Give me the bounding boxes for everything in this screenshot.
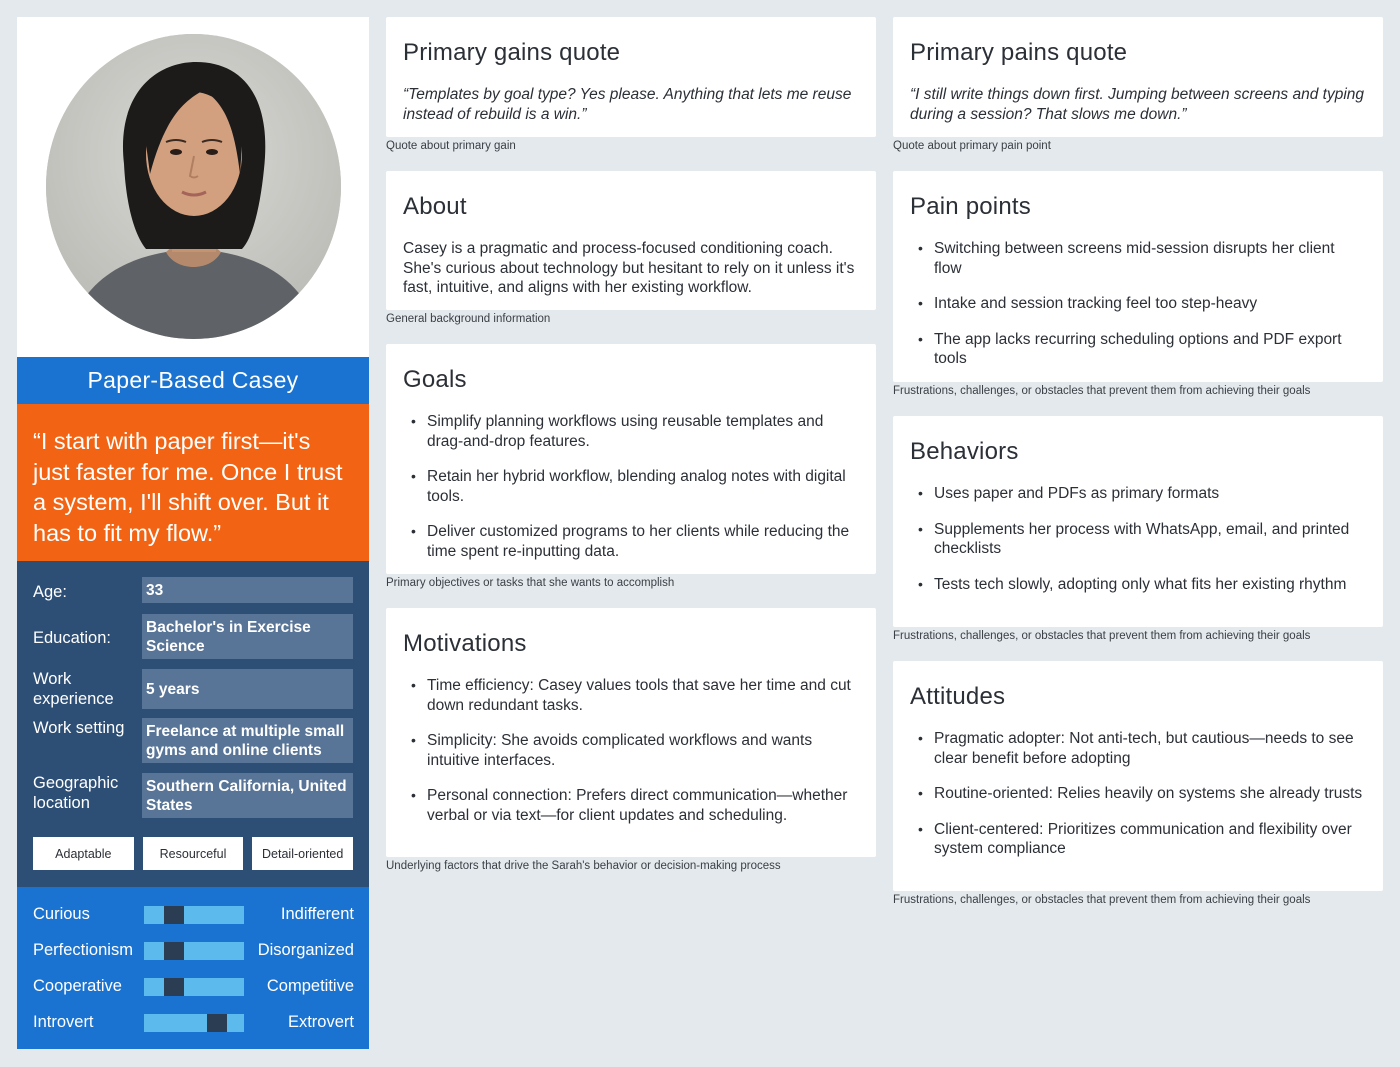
list-item: • Retain her hybrid workflow, blending analog notes with digital tools. <box>403 467 859 506</box>
trait-left-label: Cooperative <box>33 977 122 995</box>
card-title: Attitudes <box>910 683 1006 710</box>
detail-row-work-setting <box>33 718 353 763</box>
card-behaviors <box>893 416 1383 627</box>
card-pain-points <box>893 171 1383 382</box>
trait-slider <box>144 906 244 924</box>
persona-name: Paper-Based Casey <box>17 357 369 404</box>
detail-label: Education: <box>33 629 111 647</box>
caption-pains-quote: Quote about primary pain point <box>893 140 1051 152</box>
card-title: Pain points <box>910 193 1031 220</box>
caption-goals: Primary objectives or tasks that she wants to accomplish <box>386 577 675 589</box>
card-title: Primary gains quote <box>403 39 621 66</box>
list-item: • Time efficiency: Casey values tools that save her time and cut down redundant tasks. <box>403 676 859 715</box>
persona-details <box>17 561 369 887</box>
trait-right-label: Disorganized <box>257 941 354 959</box>
list-item: • Pragmatic adopter: Not anti-tech, but cautious—needs to see clear benefit before adopting <box>910 729 1366 768</box>
list-item: • Simplicity: She avoids complicated workflows and wants intuitive interfaces. <box>403 731 859 770</box>
caption-gains-quote: Quote about primary gain <box>386 140 516 152</box>
caption-motivations: Underlying factors that drive the Sarah's behavior or decision-making process <box>386 860 781 872</box>
detail-value: Southern California, United States <box>142 773 353 818</box>
list-item: • The app lacks recurring scheduling options and PDF export tools <box>910 330 1366 369</box>
list-item: • Uses paper and PDFs as primary formats <box>910 484 1366 504</box>
motivations-list <box>403 676 859 825</box>
tag-adaptable: Adaptable <box>33 837 134 870</box>
detail-value: Freelance at multiple small gyms and online clients <box>142 718 353 763</box>
trait-right-label: Extrovert <box>287 1013 354 1031</box>
behaviors-list <box>910 484 1366 594</box>
about-text: Casey is a pragmatic and process-focused conditioning coach. She's curious about technology but hesitant to rely on it unless it's fast, intuitive, and aligns with her existing workflow. <box>403 240 855 296</box>
pains-quote-text: “I still write things down first. Jumping between screens and typing during a session? That slows me down.” <box>910 86 1365 123</box>
caption-about: General background information <box>386 313 551 325</box>
detail-label: Work setting <box>33 719 125 737</box>
pain-points-list <box>910 239 1366 369</box>
detail-row-education <box>33 614 353 659</box>
trait-row-introvert <box>33 1013 354 1033</box>
caption-behaviors: Frustrations, challenges, or obstacles that prevent them from achieving their goals <box>893 630 1311 642</box>
card-goals <box>386 344 876 574</box>
card-title: Motivations <box>403 630 527 657</box>
trait-slider <box>144 1014 244 1032</box>
trait-right-label: Competitive <box>266 977 354 995</box>
trait-slider <box>144 942 244 960</box>
persona-traits <box>17 887 369 1049</box>
list-item: • Simplify planning workflows using reusable templates and drag-and-drop features. <box>403 412 859 451</box>
persona-quote: “I start with paper first—it's just faster for me. Once I trust a system, I'll shift over. But it has to fit my flow.” <box>17 404 369 561</box>
photo-area <box>17 17 369 357</box>
persona-portrait-image <box>46 34 341 339</box>
detail-value: Bachelor's in Exercise Science <box>142 614 353 659</box>
persona-profile <box>17 17 369 1049</box>
trait-left-label: Curious <box>33 905 90 923</box>
trait-left-label: Perfectionism <box>33 941 133 959</box>
trait-row-perfectionism <box>33 941 354 961</box>
trait-row-curious <box>33 905 354 925</box>
attitudes-list <box>910 729 1366 859</box>
list-item: • Personal connection: Prefers direct communication—whether verbal or via text—for client updates and scheduling. <box>403 786 859 825</box>
gains-quote-text: “Templates by goal type? Yes please. Anything that lets me reuse instead of rebuild is a win.” <box>403 86 852 123</box>
trait-left-label: Introvert <box>33 1013 94 1031</box>
detail-value: 33 <box>142 577 353 603</box>
trait-marker <box>164 942 184 960</box>
tag-resourceful: Resourceful <box>143 837 244 870</box>
detail-label: Work experience <box>33 670 114 708</box>
list-item: • Deliver customized programs to her clients while reducing the time spent re-inputting data. <box>403 522 859 561</box>
caption-attitudes: Frustrations, challenges, or obstacles that prevent them from achieving their goals <box>893 894 1311 906</box>
trait-row-cooperative <box>33 977 354 997</box>
card-about <box>386 171 876 310</box>
detail-label: Age: <box>33 583 67 601</box>
card-title: Behaviors <box>910 438 1019 465</box>
card-title: About <box>403 193 467 220</box>
detail-row-age <box>33 577 353 603</box>
caption-pain-points: Frustrations, challenges, or obstacles that prevent them from achieving their goals <box>893 385 1311 397</box>
detail-label: Geographic location <box>33 774 119 812</box>
card-pains-quote <box>893 17 1383 137</box>
list-item: • Tests tech slowly, adopting only what fits her existing rhythm <box>910 575 1366 595</box>
persona-tags <box>33 837 353 870</box>
tag-detail-oriented: Detail-oriented <box>252 837 353 870</box>
card-attitudes <box>893 661 1383 891</box>
card-title: Primary pains quote <box>910 39 1128 66</box>
list-item: • Client-centered: Prioritizes communication and flexibility over system compliance <box>910 820 1366 859</box>
trait-right-label: Indifferent <box>280 905 354 923</box>
detail-value: 5 years <box>142 669 353 709</box>
card-motivations <box>386 608 876 857</box>
detail-row-location <box>33 773 353 818</box>
list-item: • Intake and session tracking feel too step-heavy <box>910 294 1366 314</box>
list-item: • Switching between screens mid-session disrupts her client flow <box>910 239 1366 278</box>
trait-marker <box>164 906 184 924</box>
trait-slider <box>144 978 244 996</box>
trait-marker <box>207 1014 227 1032</box>
list-item: • Supplements her process with WhatsApp, email, and printed checklists <box>910 520 1366 559</box>
detail-row-experience <box>33 669 353 709</box>
card-gains-quote <box>386 17 876 137</box>
trait-marker <box>164 978 184 996</box>
goals-list <box>403 412 859 561</box>
card-title: Goals <box>403 366 467 393</box>
persona-photo <box>46 34 341 339</box>
list-item: • Routine-oriented: Relies heavily on systems she already trusts <box>910 784 1366 804</box>
